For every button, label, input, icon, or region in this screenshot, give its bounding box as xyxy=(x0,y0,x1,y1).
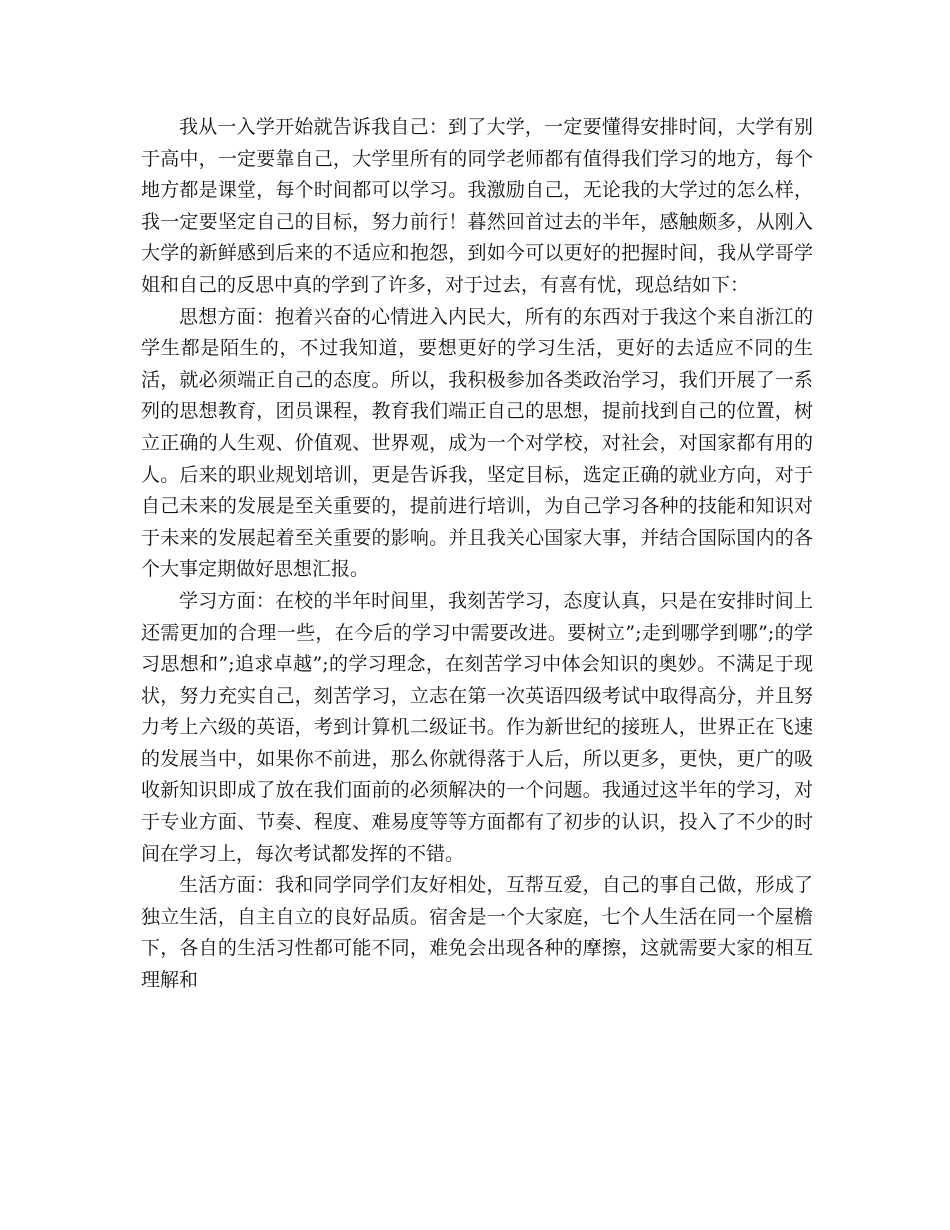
paragraph-study: 学习方面：在校的半年时间里，我刻苦学习，态度认真，只是在安排时间上还需更加的合理一些，在今后的学习中需要改进。要树立”;走到哪学到哪”;的学习思想和”;追求卓越”;的学习理念，在刻苦学习中体会知识的奥妙。不满足于现状，努力充实自己，刻苦学习，立志在第一次英语四级考试中取得高分，并且努力考上六级的英语，考到计算机二级证书。作为新世纪的接班人，世界正在飞速的发展当中，如果你不前进，那么你就得落于人后，所以更多，更快，更广的吸收新知识即成了放在我们面前的必须解决的一个问题。我通过这半年的学习，对于专业方面、节奏、程度、难易度等等方面都有了初步的认识，投入了不少的时间在学习上，每次考试都发挥的不错。 xyxy=(141,589,813,865)
paragraph-life: 生活方面：我和同学同学们友好相处，互帮互爱，自己的事自己做，形成了独立生活，自主自立的良好品质。宿舍是一个大家庭，七个人生活在同一个屋檐下，各自的生活习性都可能不同，难免会出现各种的摩擦，这就需要大家的相互理解和 xyxy=(141,874,813,992)
paragraph-thought: 思想方面：抱着兴奋的心情进入内民大，所有的东西对于我这个来自浙江的学生都是陌生的，不过我知道，要想更好的学习生活，更好的去适应不同的生活，就必须端正自己的态度。所以，我积极参加各类政治学习，我们开展了一系列的思想教育，团员课程，教育我们端正自己的思想，提前找到自己的位置，树立正确的人生观、价值观、世界观，成为一个对学校，对社会，对国家都有用的人。后来的职业规划培训，更是告诉我，坚定目标，选定正确的就业方向，对于自己未来的发展是至关重要的，提前进行培训，为自己学习各种的技能和知识对于未来的发展起着至关重要的影响。并且我关心国家大事，并结合国际国内的各个大事定期做好思想汇报。 xyxy=(141,305,813,581)
paragraph-intro: 我从一入学开始就告诉我自己：到了大学，一定要懂得安排时间，大学有别于高中，一定要靠自己，大学里所有的同学老师都有值得我们学习的地方，每个地方都是课堂，每个时间都可以学习。我激励自己，无论我的大学过的怎么样，我一定要坚定自己的目标，努力前行！暮然回首过去的半年，感触颇多，从刚入大学的新鲜感到后来的不适应和抱怨，到如今可以更好的把握时间，我从学哥学姐和自己的反思中真的学到了许多，对于过去，有喜有忧，现总结如下： xyxy=(141,116,813,296)
document-body xyxy=(141,112,813,997)
